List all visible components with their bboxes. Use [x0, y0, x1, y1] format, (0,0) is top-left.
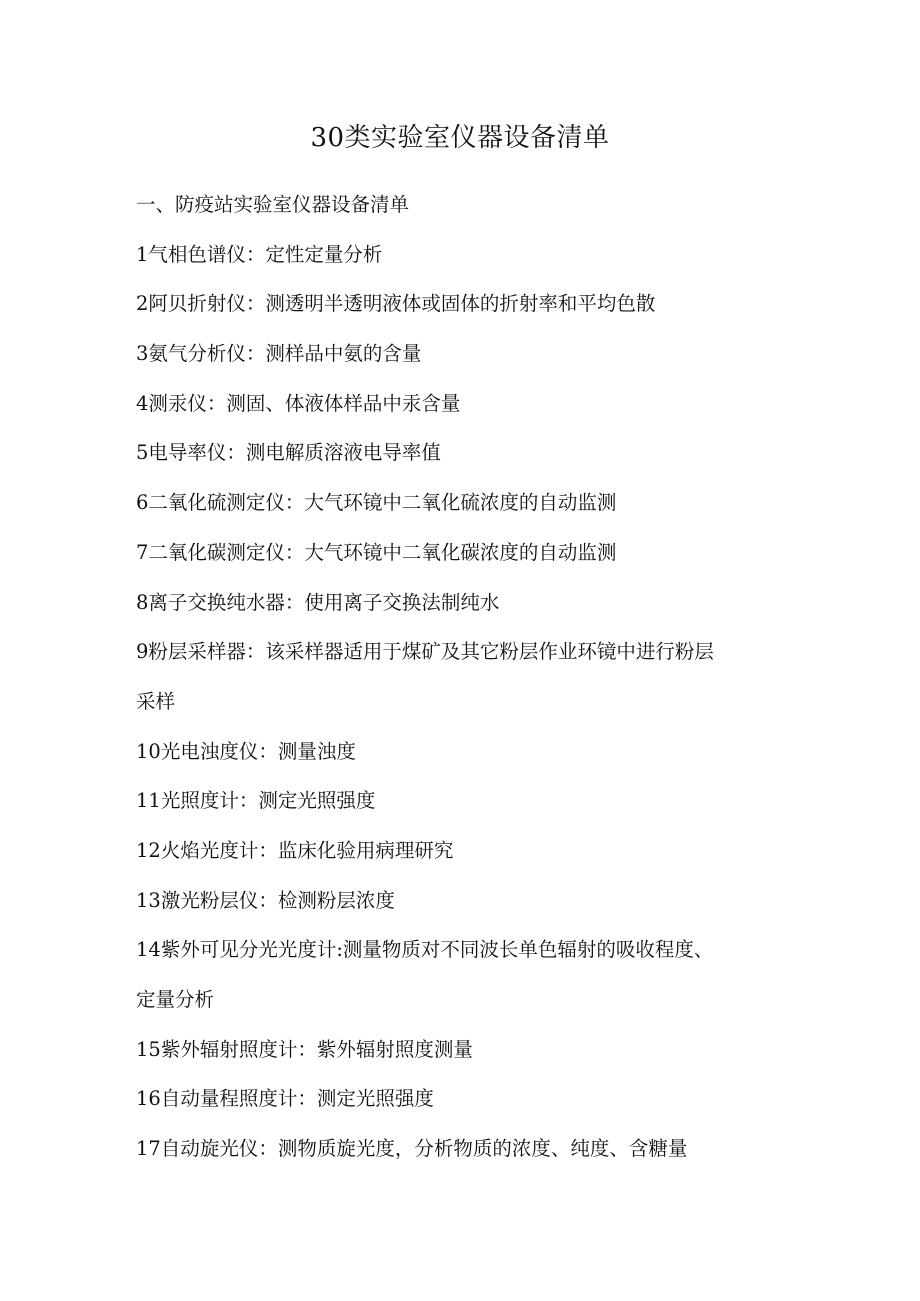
list-item: 2阿贝折射仪：测透明半透明液体或固体的折射率和平均色散 [136, 292, 656, 316]
list-item: 4测汞仪：测固、体液体样品中汞含量 [136, 391, 461, 415]
list-item: 9粉层采样器：该采样器适用于煤矿及其它粉层作业环镜中进行粉层 [136, 640, 714, 664]
document-body [136, 180, 786, 1174]
section-heading: 一、防疫站实验室仪器设备清单 [136, 193, 410, 216]
list-item: 10光电浊度仪：测量浊度 [136, 739, 356, 763]
list-item: 7二氧化碳测定仪：大气环镜中二氧化碳浓度的自动监测 [136, 540, 617, 564]
list-item: 15紫外辐射照度计：紫外辐射照度测量 [136, 1037, 473, 1061]
list-item-continuation: 采样 [136, 689, 176, 713]
list-item: 6二氧化硫测定仪：大气环镜中二氧化硫浓度的自动监测 [136, 491, 617, 515]
list-item: 3氨气分析仪：测样品中氨的含量 [136, 342, 422, 366]
list-item: 14紫外可见分光光度计:测量物质对不同波长单色辐射的吸收程度、 [136, 938, 714, 962]
list-item: 17自动旋光仪：测物质旋光度，分析物质的浓度、纯度、含糖量 [136, 1137, 688, 1161]
list-item: 1气相色谱仪：定性定量分析 [136, 242, 383, 266]
list-item: 5电导率仪：测电解质溶液电导率值 [136, 441, 441, 465]
document-title: 30类实验室仪器设备清单 [310, 123, 610, 153]
list-item: 16自动量程照度计：测定光照强度 [136, 1087, 434, 1111]
list-item: 8离子交换纯水器：使用离子交换法制纯水 [136, 590, 500, 614]
list-item: 13激光粉层仪：检测粉层浓度 [136, 888, 395, 912]
list-item: 12火焰光度计：监床化验用病理研究 [136, 838, 454, 862]
list-item: 11光照度计：测定光照强度 [136, 789, 376, 813]
list-item-continuation: 定量分析 [136, 988, 215, 1011]
